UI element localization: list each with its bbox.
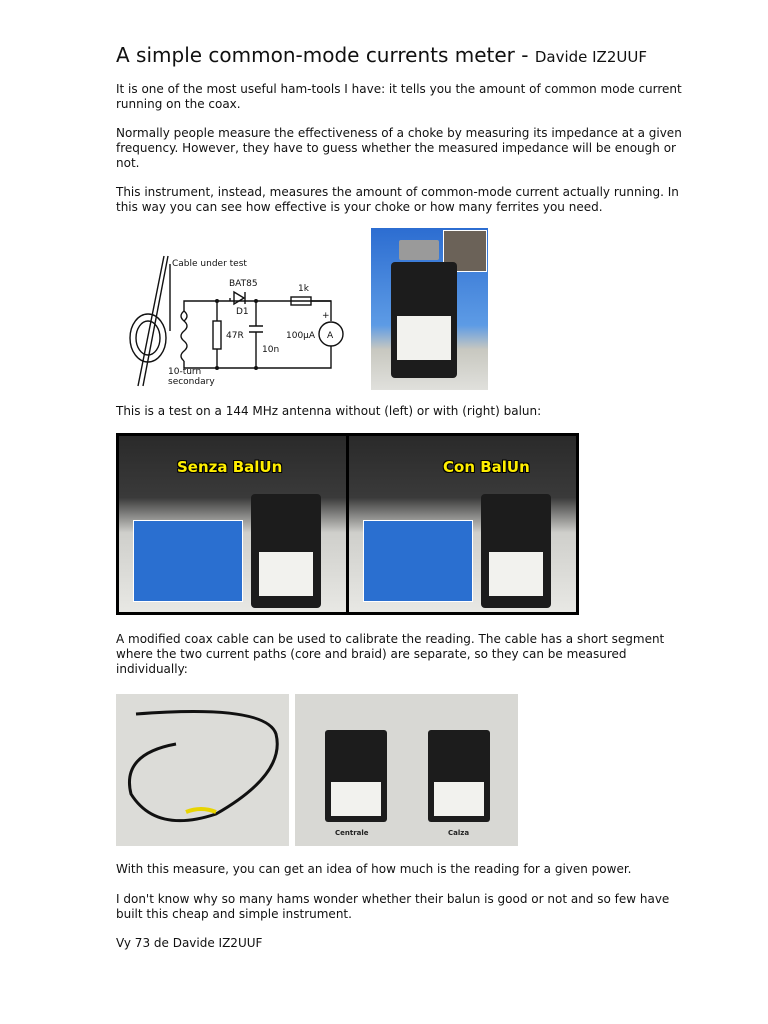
diode-ref-label: D1 — [236, 307, 249, 317]
title-author: Davide IZ2UUF — [534, 48, 647, 66]
balun-left-panel — [119, 436, 346, 612]
capacitor-label: 10n — [262, 345, 280, 355]
antenna-inset-right — [363, 520, 473, 602]
meter-centrale — [325, 730, 387, 822]
resistor-47r — [213, 321, 221, 349]
antenna-inset-left — [133, 520, 243, 602]
page-title — [116, 42, 647, 70]
resistor-1k-label: 1k — [298, 284, 309, 294]
meter-calza — [428, 730, 490, 822]
paragraph-instrument: This instrument, instead, measures the amount of common-mode current actually running. In this way you can see how effective is your choke or how many ferrites you need. — [116, 185, 679, 214]
calza-label: Calza — [448, 829, 470, 837]
diode-d1 — [234, 292, 244, 304]
balun-right-panel — [349, 436, 576, 612]
paragraph-measure: With this measure, you can get an idea of how much is the reading for a given power. — [116, 862, 632, 876]
paragraph-calibration: A modified coax cable can be used to calibrate the reading. The cable has a short segment where the two current paths (core and braid) are separate, so they can be measured individually: — [116, 632, 665, 676]
calibration-meters-photo — [295, 694, 518, 846]
diode-label: BAT85 — [229, 279, 258, 289]
meter-symbol-label: A — [327, 331, 334, 341]
meter-left — [251, 494, 321, 608]
meter-photo — [371, 228, 488, 390]
secondary-coil — [181, 311, 187, 361]
senza-balun-caption: Senza BalUn — [177, 458, 283, 476]
cable-under-test-label: Cable under test — [172, 259, 247, 269]
capacitor-10n — [249, 301, 263, 368]
paragraph-closing: I don't know why so many hams wonder whether their balun is good or not and so few have built this cheap and simple instrument. — [116, 892, 670, 921]
paragraph-impedance: Normally people measure the effectiveness of a choke by measuring its impedance at a given frequency. However, they have to guess whether the measured impedance will be enough or not. — [116, 126, 682, 170]
schematic-svg — [116, 246, 360, 392]
coax-cable-photo — [116, 694, 289, 846]
secondary-label-2: secondary — [168, 377, 215, 387]
ferrite-clip — [399, 240, 439, 260]
paragraph-intro: It is one of the most useful ham-tools I have: it tells you the amount of common mode current running on the coax. — [116, 82, 682, 111]
meter-right — [481, 494, 551, 608]
meter-plus-label: + — [322, 311, 330, 321]
schematic-diagram — [116, 246, 360, 392]
centrale-label: Centrale — [335, 829, 369, 837]
paragraph-balun-test: This is a test on a 144 MHz antenna without (left) or with (right) balun: — [116, 404, 542, 418]
secondary-label-1: 10-turn — [168, 367, 202, 377]
balun-test-photo — [116, 433, 579, 615]
con-balun-caption: Con BalUn — [443, 458, 530, 476]
signature: Vy 73 de Davide IZ2UUF — [116, 936, 263, 950]
resistor-47r-label: 47R — [226, 331, 244, 341]
meter-face — [397, 316, 451, 360]
title-main: A simple common-mode currents meter - — [116, 43, 535, 67]
meter-body — [391, 262, 457, 378]
meter-label: 100µA — [286, 331, 316, 341]
